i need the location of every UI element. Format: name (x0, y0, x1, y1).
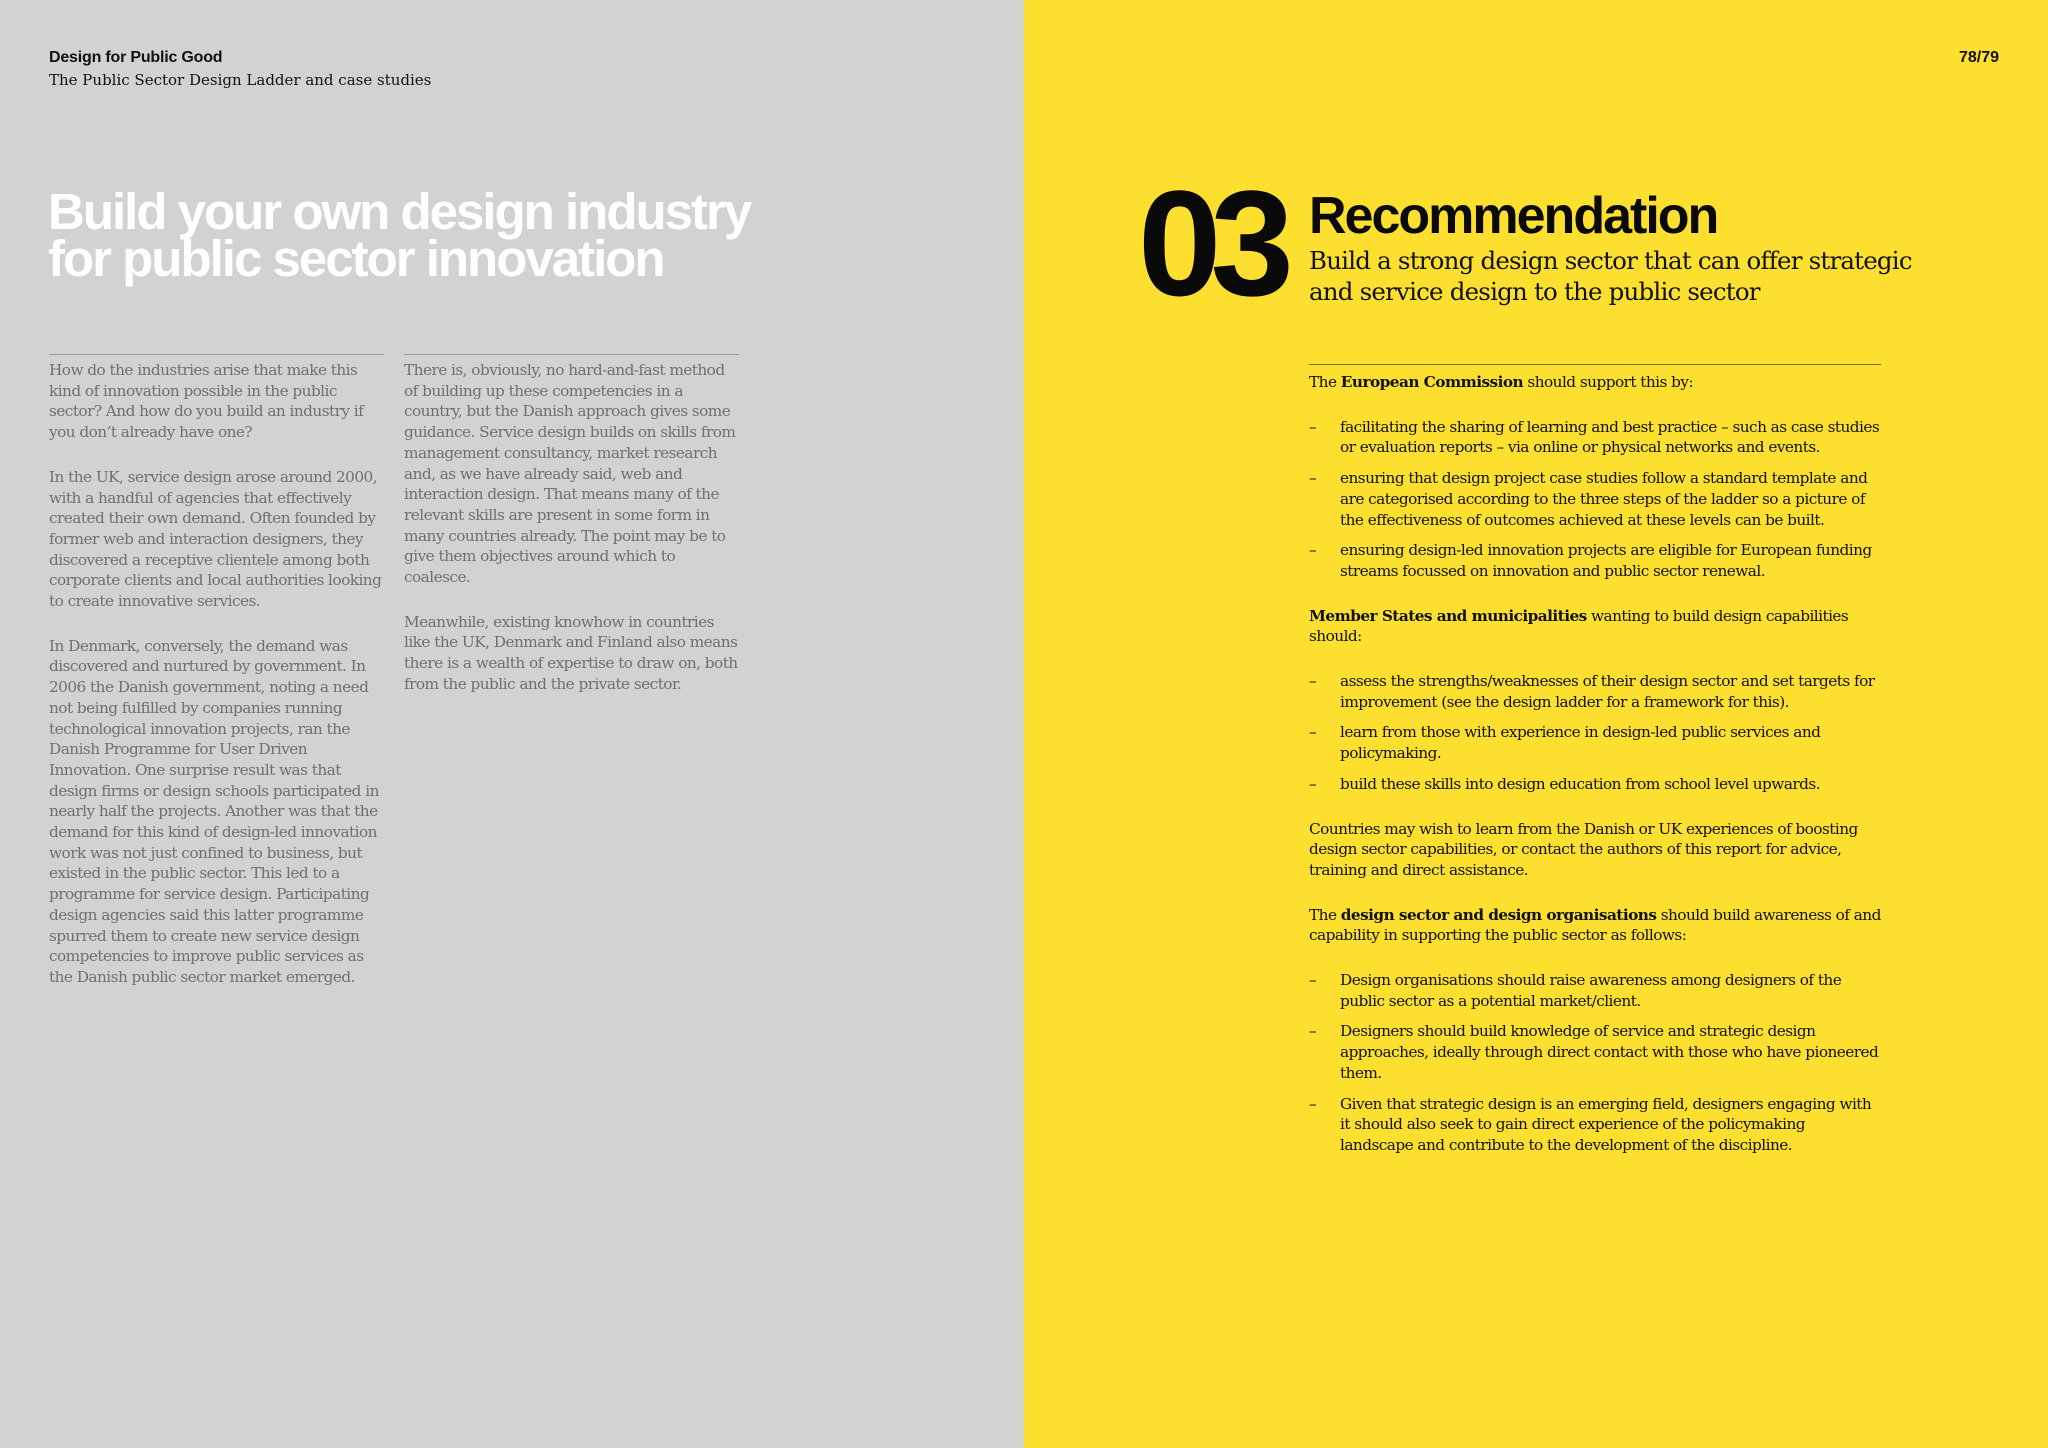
list-item: – ensuring design-led innovation projects are eligible for European funding streams focussed on innovation and public sector renewal. (1309, 541, 1872, 580)
dash-bullet: – (1309, 417, 1317, 436)
ds-intro: The design sector and design organisations should build awareness of and capability in supporting the public sector as follows: (1309, 905, 1881, 945)
ec-list (1309, 417, 1881, 582)
ec-intro: The European Commission should support this by: (1309, 373, 1694, 391)
list-item: – Design organisations should raise awareness among designers of the public sector as a potential market/client. (1309, 971, 1842, 1010)
ms-list (1309, 671, 1881, 795)
page-number: 78/79 (1958, 49, 1999, 66)
countries-paragraph: Countries may wish to learn from the Danish or UK experiences of boosting design sector capabilities, or contact the authors of this report for advice, training and direct assistance. (1309, 819, 1858, 879)
list-item: – ensuring that design project case studies follow a standard template and are categorised according to the three steps of the ladder so a picture of the effectiveness of outcomes achieved at these levels can be built. (1309, 469, 1868, 529)
recommendation-body (1309, 364, 1881, 1180)
recommendation-subtitle: Build a strong design sector that can offer strategic and service design to the public sector (1309, 246, 1912, 306)
document-subtitle: The Public Sector Design Ladder and case studies (49, 71, 432, 89)
dash-bullet: – (1309, 723, 1317, 742)
list-item: – Designers should build knowledge of service and strategic design approaches, ideally through direct contact with those who have pioneered them. (1309, 1022, 1879, 1082)
ms-intro: Member States and municipalities wanting to build design capabilities should: (1309, 606, 1849, 646)
list-item: – assess the strengths/weaknesses of their design sector and set targets for improvement (see the design ladder for a framework for this). (1309, 672, 1875, 711)
dash-bullet: – (1309, 469, 1317, 488)
ms-intro-bold: Member States and municipalities (1309, 606, 1587, 625)
body-column-1 (49, 354, 384, 1012)
dash-bullet: – (1309, 1022, 1317, 1041)
list-item: – learn from those with experience in design-led public services and policymaking. (1309, 723, 1821, 763)
document-title: Design for Public Good (49, 49, 223, 66)
recommendation-title: Recommendation (1309, 187, 1718, 245)
dash-bullet: – (1309, 774, 1317, 793)
ds-list (1309, 970, 1881, 1156)
body-paragraph: In Denmark, conversely, the demand was discovered and nurtured by government. In 2006 the Danish government, noting a need not being fulfilled by companies running technological innovation projects, ran the Danish Programme for User Driven Innovation. One surprise result was that design firms or design schools participated in nearly half the projects. Another was that the demand for this kind of design-led innovation work was not just confined to business, but existed in the public sector. This led to a programme for service design. Participating design agencies said this latter programme spurred them to create new service design competencies to improve public services as the Danish public sector market emerged. (49, 636, 379, 986)
ds-intro-bold: design sector and design organisations (1340, 905, 1657, 924)
section-heading-line-1: Build your own design industry (48, 183, 751, 240)
list-item: – build these skills into design education from school level upwards. (1309, 774, 1821, 793)
list-item: – facilitating the sharing of learning and best practice – such as case studies or evaluation reports – via online or physical networks and events. (1309, 417, 1880, 457)
dash-bullet: – (1309, 672, 1317, 691)
body-paragraph: There is, obviously, no hard-and-fast method of building up these competencies in a country, but the Danish approach gives some guidance. Service design builds on skills from management consultancy, market research and, as we have already said, web and interaction design. That means many of the relevant skills are present in some form in many countries already. The point may be to give them objectives around which to coalesce. (404, 361, 736, 587)
list-item: – Given that strategic design is an emerging field, designers engaging with it should also seek to gain direct experience of the policymaking landscape and contribute to the development of the discipline. (1309, 1094, 1872, 1154)
dash-bullet: – (1309, 541, 1317, 560)
body-column-2 (404, 354, 739, 719)
body-paragraph: How do the industries arise that make this kind of innovation possible in the public sector? And how do you build an industry if you don’t already have one? (49, 361, 364, 442)
body-paragraph: In the UK, service design arose around 2000, with a handful of agencies that effectively created their own demand. Often founded by former web and interaction designers, they discovered a receptive clientele among both corporate clients and local authorities looking to create innovative services. (49, 467, 382, 611)
section-heading-line-2: for public sector innovation (48, 230, 664, 287)
body-paragraph: Meanwhile, existing knowhow in countries like the UK, Denmark and Finland also means there is a wealth of expertise to draw on, both from the public and the private sector. (404, 612, 738, 693)
dash-bullet: – (1309, 1094, 1317, 1113)
section-heading (48, 183, 808, 287)
ec-intro-bold: European Commission (1340, 373, 1524, 391)
dash-bullet: – (1309, 971, 1317, 990)
recommendation-number: 03 (1138, 159, 1283, 327)
